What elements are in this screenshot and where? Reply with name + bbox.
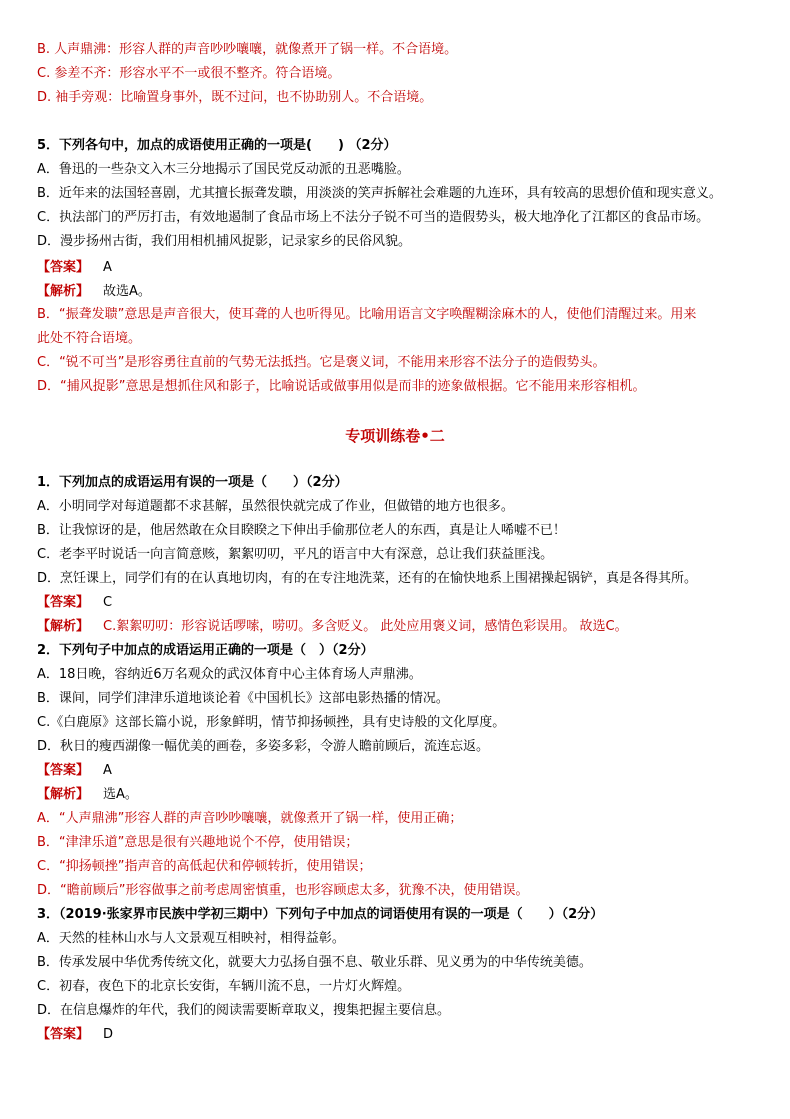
answer-value: D (103, 1027, 114, 1042)
q5-option-a: A．鲁迅的一些杂文入木三分地揭示了国民党反动派的丑恶嘴脸。 (37, 162, 410, 177)
analysis-label: 【解析】 (37, 284, 90, 299)
s1-answer (37, 595, 112, 611)
s1-option-c: C．老李平时说话一向言简意赅，絮絮叨叨，平凡的语言中大有深意，总让我们获益匪浅。 (37, 547, 554, 562)
s2-option-b: B．课间，同学们津津乐道地谈论着《中国机长》这部电影热播的情况。 (37, 691, 449, 706)
s1-option-a: A．小明同学对每道题都不求甚解，虽然很快就完成了作业，但做错的地方也很多。 (37, 499, 514, 514)
option-d-explanation: D. 袖手旁观：比喻置身事外，既不过问，也不协助别人。不合语境。 (37, 90, 433, 105)
option-b-explanation: B. 人声鼎沸：形容人群的声音吵吵嚷嚷，就像煮开了锅一样。不合语境。 (37, 42, 458, 57)
s2-stem: 2．下列句子中加点的成语运用正确的一项是（ ）（2分） (37, 643, 374, 658)
s2-option-c: C.《白鹿原》这部长篇小说，形象鲜明，情节抑扬顿挫，具有史诗般的文化厚度。 (37, 715, 506, 730)
q5-option-b: B．近年来的法国轻喜剧，尤其擅长振聋发聩，用淡淡的笑声拆解社会难题的九连环，具有较高的思想价值和现实意义。 (37, 186, 722, 201)
s1-stem: 1．下列加点的成语运用有误的一项是（ ）（2分） (37, 475, 348, 490)
analysis-text: 故选A。 (103, 284, 151, 299)
s2-explanation-d: D．“瞻前顾后”形容做事之前考虑周密慎重，也形容顾虑太多，犹豫不决，使用错误。 (37, 883, 529, 898)
answer-label: 【答案】 (37, 763, 90, 778)
q5-option-d: D．漫步扬州古街，我们用相机捕风捉影，记录家乡的民俗风貌。 (37, 234, 412, 249)
analysis-label: 【解析】 (37, 619, 90, 634)
s3-answer (37, 1027, 113, 1043)
s1-analysis (37, 619, 628, 635)
s2-explanation-a: A．“人声鼎沸”形容人群的声音吵吵嚷嚷，就像煮开了锅一样，使用正确； (37, 811, 463, 826)
s3-option-c: C．初春，夜色下的北京长安街，车辆川流不息，一片灯火辉煌。 (37, 979, 411, 994)
s2-option-a: A．18日晚，容纳近6万名观众的武汉体育中心主体育场人声鼎沸。 (37, 667, 422, 682)
s2-explanation-c: C．“抑扬顿挫”指声音的高低起伏和停顿转折，使用错误； (37, 859, 372, 874)
q5-explanation-b-line1: B．“振聋发聩”意思是声音很大，使耳聋的人也听得见。比喻用语言文字唤醒糊涂麻木的人，使他们清醒过来。用来 (37, 307, 697, 322)
s2-answer (37, 763, 112, 779)
analysis-text: 选A。 (103, 787, 138, 802)
s3-option-d: D．在信息爆炸的年代，我们的阅读需要断章取义，搜集把握主要信息。 (37, 1003, 451, 1018)
s2-explanation-b: B．“津津乐道”意思是很有兴趣地说个不停，使用错误； (37, 835, 359, 850)
q5-analysis (37, 284, 151, 300)
s3-stem: 3．（2019·张家界市民族中学初三期中）下列句子中加点的词语使用有误的一项是（ ）（2分） (37, 907, 604, 922)
answer-value: A (103, 260, 112, 275)
s2-analysis (37, 787, 138, 803)
q5-option-c: C．执法部门的严厉打击，有效地遏制了食品市场上不法分子锐不可当的造假势头，极大地净化了江都区的食品市场。 (37, 210, 710, 225)
q5-explanation-c: C．“锐不可当”是形容勇往直前的气势无法抵挡。它是褒义词，不能用来形容不法分子的造假势头。 (37, 355, 606, 370)
q5-explanation-b-line2: 此处不符合语境。 (37, 331, 142, 346)
answer-value: A (103, 763, 112, 778)
q5-explanation-d: D．“捕风捉影”意思是想抓住风和影子，比喻说话或做事用似是而非的迹象做根据。它不能用来形容相机。 (37, 379, 646, 394)
analysis-label: 【解析】 (37, 787, 90, 802)
option-c-explanation: C. 参差不齐：形容水平不一或很不整齐。符合语境。 (37, 66, 341, 81)
section-title: 专项训练卷•二 (345, 427, 445, 445)
q5-answer (37, 260, 112, 276)
s3-option-b: B．传承发展中华优秀传统文化，就要大力弘扬自强不息、敬业乐群、见义勇为的中华传统美德。 (37, 955, 592, 970)
s1-option-b: B．让我惊讶的是，他居然敢在众目睽睽之下伸出手偷那位老人的东西，真是让人唏嘘不已！ (37, 523, 566, 538)
s1-option-d: D．烹饪课上，同学们有的在认真地切肉，有的在专注地洗菜，还有的在愉快地系上围裙操起锅铲，真是各得其所。 (37, 571, 698, 586)
s3-option-a: A．天然的桂林山水与人文景观互相映衬，相得益彰。 (37, 931, 345, 946)
answer-label: 【答案】 (37, 595, 90, 610)
s2-option-d: D．秋日的瘦西湖像一幅优美的画卷，多姿多彩，令游人瞻前顾后，流连忘返。 (37, 739, 490, 754)
answer-value: C (103, 595, 113, 610)
answer-label: 【答案】 (37, 1027, 90, 1042)
question-5-stem: 5．下列各句中，加点的成语使用正确的一项是( ) （2分） (37, 138, 397, 153)
answer-label: 【答案】 (37, 260, 90, 275)
analysis-text: C.絮絮叨叨：形容说话啰嗦，唠叨。多含贬义。 此处应用褒义词，感情色彩误用。 故选C。 (103, 619, 628, 634)
